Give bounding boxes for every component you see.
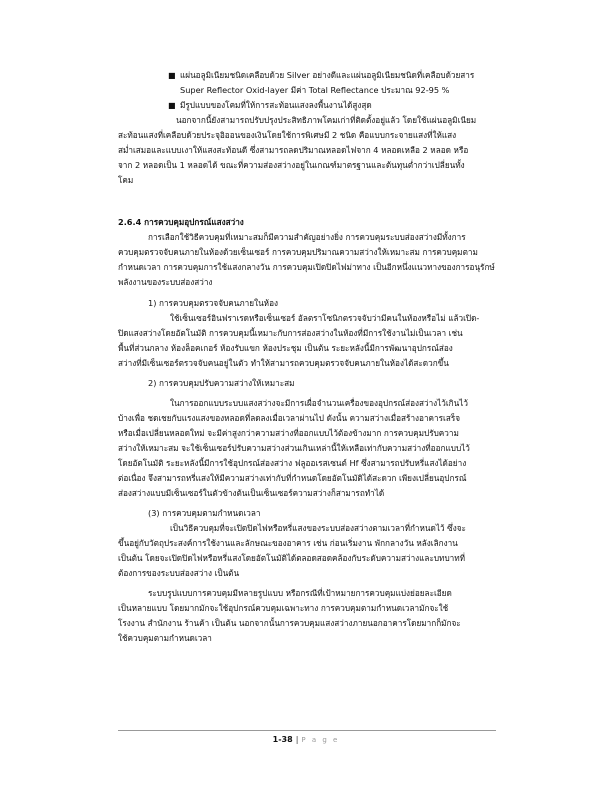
paragraph-line: โคม bbox=[118, 175, 134, 185]
paragraph-line: สว่างให้เหมาะสม จะใช้เซ็นเซอร์ปรับความสว่างส่วนเกินเหล่านี้ให้เหลือเท่ากับความสว่างที่ออกแบบไว้ bbox=[118, 443, 470, 453]
paragraph-line: สว่างที่มีเซ็นเซอร์ตรวจจับคนอยู่ในตัว ทำให้สามารถควบคุมตรวจจับคนภายในห้องได้สะดวกขึ้น bbox=[118, 358, 449, 368]
bullet-marker: ■ bbox=[168, 71, 176, 80]
paragraph-line: ใช้เซ็นเซอร์อินฟราเรดหรือเซ็นเซอร์ อัลตราโซนิกตรวจจับว่ามีคนในห้องหรือไม่ แล้วเปิด- bbox=[170, 313, 480, 323]
paragraph-line: สม่ำเสมอและแบบเงาให้แสงสะท้อนดี ซึ่งสามารถลดปริมาณหลอดไฟจาก 4 หลอดเหลือ 2 หลอด หรือ bbox=[118, 145, 469, 155]
paragraph-line: ส่องสว่างแบบมีเซ็นเซอร์ในตัวข้างต้นเป็นเซ็นเซอร์ความสว่างก็สามารถทำได้ bbox=[118, 488, 385, 498]
paragraph-line: ควบคุมตรวจจับคนภายในห้องด้วยเซ็นเซอร์ การควบคุมปริมาณความสว่างให้เหมาะสม การควบคุมตาม bbox=[118, 247, 478, 257]
paragraph-line: โรงงาน สำนักงาน ร้านค้า เป็นต้น นอกจากนั้นการควบคุมแสงสว่างภายนอกอาคารโดยมากก็มักจะ bbox=[118, 618, 461, 628]
paragraph-line: เป็นต้น โดยจะเปิดปิดไฟหรือหรี่แสงโดยอัตโนมัติได้ตลอดสอดคล้องกับระดับความสว่างและบทบาทที่ bbox=[118, 553, 466, 563]
bullet-item: มีรูปแบบของโคมที่ให้การสะท้อนแสงลงพื้นงานได้สูงสุด bbox=[180, 100, 372, 110]
footer-divider bbox=[118, 730, 496, 731]
page-label: P a g e bbox=[301, 736, 340, 744]
subsection-title: (3) การควบคุมตามกำหนดเวลา bbox=[148, 508, 261, 518]
paragraph-line: นอกจากนี้ยังสามารถปรับปรุงประสิทธิภาพโคมเก่าที่ติดตั้งอยู่แล้ว โดยใช้แผ่นอลูมิเนียม bbox=[176, 115, 477, 125]
paragraph-line: สะท้อนแสงที่เคลือบด้วยประจุอิออนของเงินโดยใช้การพิเศษมี 2 ชนิด คือแบบกระจายแสงที่ให้แสง bbox=[118, 130, 457, 140]
section-heading: 2.6.4 การควบคุมอุปกรณ์แสงสว่าง bbox=[118, 217, 244, 227]
paragraph-line: ระบบรูปแบบการควบคุมมีหลายรูปแบบ หรือกรณีที่เป้าหมายการควบคุมแบ่งย่อยละเอียด bbox=[148, 588, 452, 598]
page-footer bbox=[0, 735, 612, 744]
page-number: 1-38 bbox=[272, 735, 293, 744]
paragraph-line: เป็นหลายแบบ โดยมากมักจะใช้อุปกรณ์ควบคุมเฉพาะทาง การควบคุมตามกำหนดเวลามักจะใช้ bbox=[118, 603, 449, 613]
paragraph-line: พลังงานของระบบส่องสว่าง bbox=[118, 277, 213, 287]
bullet-item: แผ่นอลูมิเนียมชนิดเคลือบด้วย Silver อย่างดีและแผ่นอลูมิเนียมชนิดที่เคลือบด้วยสาร bbox=[180, 70, 475, 80]
paragraph-line: การเลือกใช้วิธีควบคุมที่เหมาะสมก็มีความสำคัญอย่างยิ่ง การควบคุมระบบส่องสว่างมีทั้งการ bbox=[148, 232, 466, 242]
paragraph-line: ขึ้นอยู่กับวัตถุประสงค์การใช้งานและลักษณะของอาคาร เช่น ก่อนเริ่มงาน พักกลางวัน หลังเลิกงาน bbox=[118, 538, 458, 548]
footer-separator: | bbox=[295, 735, 299, 744]
paragraph-line: โดยอัตโนมัติ ระยะหลังนี้มีการใช้อุปกรณ์ส่องสว่าง ฟลูออเรสเซนต์ Hf ซึ่งสามารถปรับหรี่แสงได้อย่าง bbox=[118, 458, 467, 468]
paragraph-line: ต้องการของระบบส่องสว่าง เป็นต้น bbox=[118, 568, 240, 578]
paragraph-line: ใช้ควบคุมตามกำหนดเวลา bbox=[118, 633, 212, 643]
bullet-item-continuation: Super Reflector Oxid-layer มีค่า Total Reflectance ประมาณ 92-95 % bbox=[180, 85, 450, 95]
paragraph-line: พื้นที่ส่วนกลาง ห้องล็อคเกอร์ ห้องรับแขก ห้องประชุม เป็นต้น ระยะหลังนี้มีการพัฒนาอุปกรณ์ส่อง bbox=[118, 343, 453, 353]
paragraph-line: ปิดแสงสว่างโดยอัตโนมัติ การควบคุมนี้เหมาะกับการส่องสว่างในห้องที่มีการใช้งานไม่เป็นเวลา เช่น bbox=[118, 328, 463, 338]
paragraph-line: หรือเมื่อเปลี่ยนหลอดใหม่ จะมีค่าสูงกว่าความสว่างที่ออกแบบไว้ต้องข้างมาก การควบคุมปรับความ bbox=[118, 428, 459, 438]
paragraph-line: ในการออกแบบระบบแสงสว่างจะมีการเผื่อจำนวนเครื่องของอุปกรณ์ส่องสว่างไว้เกินไว้ bbox=[170, 398, 468, 408]
subsection-title: 1) การควบคุมตรวจจับคนภายในห้อง bbox=[148, 298, 278, 308]
subsection-title: 2) การควบคุมปรับความสว่างให้เหมาะสม bbox=[148, 378, 295, 388]
paragraph-line: เป็นวิธีควบคุมที่จะเปิดปิดไฟหรือหรี่แสงของระบบส่องสว่างตามเวลาที่กำหนดไว้ ซึ่งจะ bbox=[170, 523, 466, 533]
paragraph-line: จาก 2 หลอดเป็น 1 หลอดได้ ขณะที่ความส่องสว่างอยู่ในเกณฑ์มาตรฐานและต้นทุนต่ำกว่าเปลี่ยนทั้ง bbox=[118, 160, 465, 170]
paragraph-line: ต่อเนื่อง จึงสามารถหรี่แสงให้มีความสว่างเท่ากับที่กำหนดโดยอัตโนมัติได้สะดวก เพียงเปลี่ยนอุปกรณ์ bbox=[118, 473, 467, 483]
paragraph-line: กำหนดเวลา การควบคุมการใช้แสงกลางวัน การควบคุมเปิดปิดไฟม่าทาง เป็นอีกหนึ่งแนวทางของการอนุรักษ์ bbox=[118, 262, 495, 272]
bullet-marker: ■ bbox=[168, 101, 176, 110]
paragraph-line: บ้างเพื่อ ชดเชยกับแรงแสงของหลอดที่ลดลงเมื่อเวลาผ่านไป ดังนั้น ความสว่างเมื่อสร้างอาคารเสร็จ bbox=[118, 413, 461, 423]
